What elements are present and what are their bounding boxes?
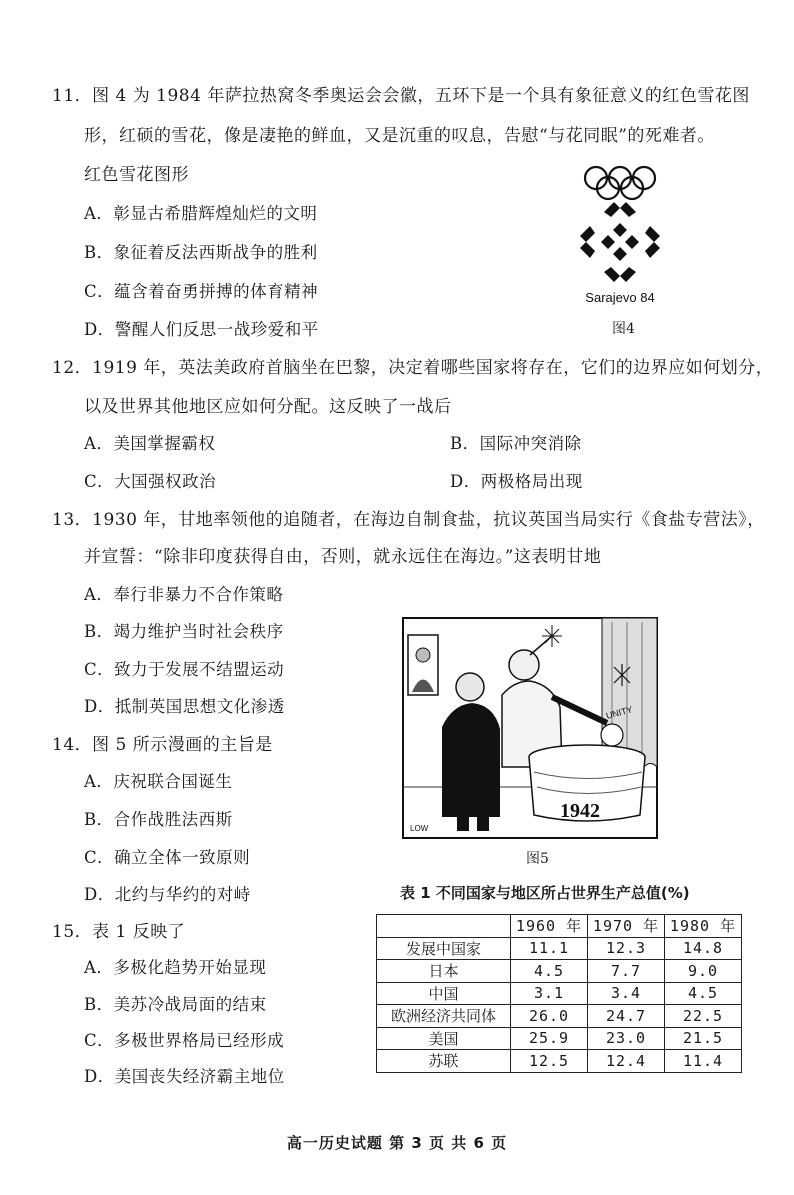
q11-stem-line-1: 11．图 4 为 1984 年萨拉热窝冬季奥运会会徽，五环下是一个具有象征意义的红色雪花图 bbox=[52, 86, 750, 106]
table-cell: 11.1 bbox=[511, 937, 588, 960]
table-cell: 4.5 bbox=[511, 960, 588, 983]
table-1 bbox=[376, 914, 742, 1073]
snowflake-icon bbox=[580, 202, 660, 282]
q13-option-c[interactable]: C．致力于发展不结盟运动 bbox=[84, 660, 285, 679]
cradle-year: 1942 bbox=[560, 800, 600, 822]
q12-option-d[interactable]: D．两极格局出现 bbox=[450, 472, 583, 491]
figure-5-cartoon bbox=[402, 617, 658, 839]
table-cell: 3.4 bbox=[588, 982, 665, 1005]
table-row bbox=[377, 960, 742, 983]
q14-stem: 14．图 5 所示漫画的主旨是 bbox=[52, 735, 273, 755]
q13-stem-line-1: 13．1930 年，甘地率领他的追随者，在海边自制食盐，抗议英国当局实行《食盐专营法》， bbox=[52, 510, 765, 530]
q12-option-c[interactable]: C．大国强权政治 bbox=[84, 472, 217, 491]
row-label: 中国 bbox=[377, 982, 511, 1005]
q15-stem: 15．表 1 反映了 bbox=[52, 922, 186, 942]
row-label: 发展中国家 bbox=[377, 937, 511, 960]
page-footer: 高一历史试题 第 3 页 共 6 页 bbox=[286, 1134, 508, 1152]
q15-option-b[interactable]: B．美苏冷战局面的结束 bbox=[84, 995, 267, 1014]
q11-option-c[interactable]: C．蕴含着奋勇拼搏的体育精神 bbox=[84, 282, 319, 301]
table-cell: 11.4 bbox=[665, 1050, 742, 1073]
q14-option-c[interactable]: C．确立全体一致原则 bbox=[84, 848, 251, 867]
table-cell: 25.9 bbox=[511, 1027, 588, 1050]
q15-option-c[interactable]: C．多极世界格局已经形成 bbox=[84, 1031, 285, 1050]
table-cell: 12.3 bbox=[588, 937, 665, 960]
table-cell: 12.5 bbox=[511, 1050, 588, 1073]
table-row bbox=[377, 1050, 742, 1073]
olympic-rings-icon bbox=[585, 167, 655, 199]
q11-stem-line-3: 红色雪花图形 bbox=[84, 165, 189, 185]
q11-option-d[interactable]: D．警醒人们反思一战珍爱和平 bbox=[84, 320, 319, 339]
q12-option-a[interactable]: A．美国掌握霸权 bbox=[84, 434, 216, 453]
sarajevo-olympic-logo bbox=[570, 160, 670, 310]
q12-stem-line-2: 以及世界其他地区应如何分配。这反映了一战后 bbox=[84, 397, 452, 417]
table-header-cell: 1980 年 bbox=[665, 915, 742, 938]
row-label: 日本 bbox=[377, 960, 511, 983]
row-label: 苏联 bbox=[377, 1050, 511, 1073]
q13-option-d[interactable]: D．抵制英国思想文化渗透 bbox=[84, 697, 285, 716]
figure-5-caption: 图5 bbox=[526, 851, 549, 867]
row-label: 欧洲经济共同体 bbox=[377, 1005, 511, 1028]
q14-option-a[interactable]: A．庆祝联合国诞生 bbox=[84, 772, 233, 791]
table-header-cell: 1970 年 bbox=[588, 915, 665, 938]
table-header-cell: 1960 年 bbox=[511, 915, 588, 938]
q11-option-a[interactable]: A．彰显古希腊辉煌灿烂的文明 bbox=[84, 204, 318, 223]
table-cell: 24.7 bbox=[588, 1005, 665, 1028]
table-cell: 23.0 bbox=[588, 1027, 665, 1050]
table-cell: 21.5 bbox=[665, 1027, 742, 1050]
table-row bbox=[377, 1027, 742, 1050]
row-label: 美国 bbox=[377, 1027, 511, 1050]
table-row bbox=[377, 937, 742, 960]
q11-option-b[interactable]: B．象征着反法西斯战争的胜利 bbox=[84, 243, 318, 262]
logo-caption: Sarajevo 84 bbox=[585, 290, 655, 305]
figure-4-caption: 图4 bbox=[612, 321, 635, 337]
q13-option-b[interactable]: B．竭力维护当时社会秩序 bbox=[84, 622, 284, 641]
q12-stem-line-1: 12．1919 年，英法美政府首脑坐在巴黎，决定着哪些国家将存在，它们的边界应如何划分， bbox=[52, 358, 774, 378]
table-cell: 26.0 bbox=[511, 1005, 588, 1028]
table-cell: 12.4 bbox=[588, 1050, 665, 1073]
table-cell: 7.7 bbox=[588, 960, 665, 983]
q15-option-d[interactable]: D．美国丧失经济霸主地位 bbox=[84, 1067, 285, 1086]
q14-option-b[interactable]: B．合作战胜法西斯 bbox=[84, 810, 233, 829]
q13-option-a[interactable]: A．奉行非暴力不合作策略 bbox=[84, 585, 284, 604]
baby bbox=[601, 724, 623, 746]
q11-stem-line-2: 形，红硕的雪花，像是凄艳的鲜血，又是沉重的叹息，告慰“与花同眠”的死难者。 bbox=[84, 126, 715, 146]
table-header-cell bbox=[377, 915, 511, 938]
table-row bbox=[377, 1005, 742, 1028]
q14-option-d[interactable]: D．北约与华约的对峙 bbox=[84, 885, 251, 904]
cartoonist-signature: LOW bbox=[410, 824, 429, 833]
table-1-title: 表 1 不同国家与地区所占世界生产总值(%) bbox=[400, 884, 690, 902]
q12-option-b[interactable]: B．国际冲突消除 bbox=[450, 434, 582, 453]
table-cell: 9.0 bbox=[665, 960, 742, 983]
baby-label: UNITY bbox=[604, 704, 634, 721]
q15-option-a[interactable]: A．多极化趋势开始显现 bbox=[84, 958, 267, 977]
table-cell: 4.5 bbox=[665, 982, 742, 1005]
table-cell: 22.5 bbox=[665, 1005, 742, 1028]
table-row bbox=[377, 982, 742, 1005]
table-header-row bbox=[377, 915, 742, 938]
q13-stem-line-2: 并宣誓：“除非印度获得自由，否则，就永远住在海边。”这表明甘地 bbox=[84, 547, 602, 567]
table-cell: 14.8 bbox=[665, 937, 742, 960]
table-cell: 3.1 bbox=[511, 982, 588, 1005]
